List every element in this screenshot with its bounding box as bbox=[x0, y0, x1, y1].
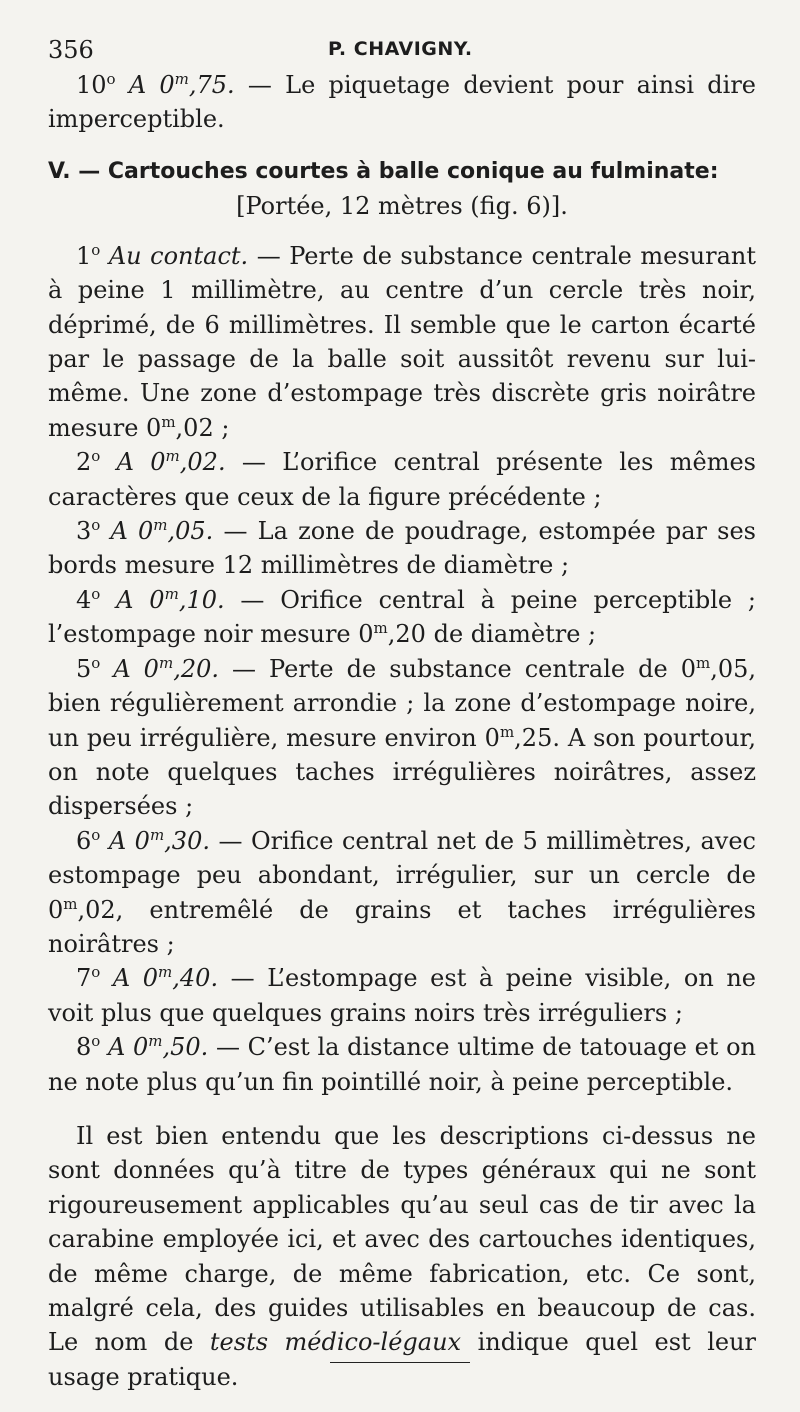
item-number: 6$^o$ bbox=[76, 825, 101, 855]
page-number: 356 bbox=[48, 36, 94, 64]
item-distance: A 0$^m$,10. bbox=[116, 584, 225, 614]
list-item bbox=[48, 824, 756, 962]
list-item bbox=[48, 239, 756, 445]
item-text: — Orifice central net de 5 millimètres, avec estompage peu abondant, irrégulier, sur un cercle de 0$^m$,02, entremêlé de grains et taches irrégulières noirâtres ; bbox=[48, 826, 756, 958]
list-item bbox=[48, 514, 756, 583]
item-text: — L’orifice central présente les mêmes caractères que ceux de la figure précédente ; bbox=[48, 448, 756, 511]
item-number: 10$^o$ bbox=[76, 70, 116, 99]
item-text: — Orifice central à peine perceptible ; l’estompage noir mesure 0$^m$,20 de diamètre ; bbox=[48, 585, 756, 649]
list-item bbox=[48, 1030, 756, 1099]
item-text: — La zone de poudrage, estompée par ses bords mesure 12 millimètres de diamètre ; bbox=[48, 517, 757, 580]
item-distance: A 0$^m$,02. bbox=[116, 447, 226, 477]
section-subheading: [Portée, 12 mètres (fig. 6)]. bbox=[236, 191, 568, 220]
item-number: 3$^o$ bbox=[76, 516, 101, 546]
item-number: 8$^o$ bbox=[76, 1032, 101, 1062]
item-distance: Au contact. bbox=[108, 241, 249, 270]
list-item bbox=[48, 961, 756, 1030]
item-distance: A 0$^m$,05. bbox=[110, 516, 214, 546]
item-number: 5$^o$ bbox=[76, 653, 101, 683]
list-item bbox=[48, 445, 756, 514]
item-text: — Perte de substance centrale mesurant à peine 1 millimètre, au centre d’un cercle très noir, déprimé, de 6 millimètres. Il semble que le carton écarté par le passage de la balle soit aussitôt revenu sur lui-même. Une zone d’estompage très discrète gris noirâtre mesure 0$^m$,02 ; bbox=[48, 241, 756, 442]
item-number: 2$^o$ bbox=[76, 447, 101, 477]
item-distance: A 0$^m$,50. bbox=[107, 1032, 209, 1062]
list-item bbox=[48, 652, 756, 824]
book-page bbox=[48, 28, 756, 1394]
item-text: — Le piquetage devient pour ainsi dire imperceptible. bbox=[48, 71, 757, 134]
emphasis-tests: tests médico-légaux bbox=[209, 1328, 462, 1357]
running-title: P. CHAVIGNY. bbox=[328, 38, 473, 60]
item-distance: A 0$^m$,40. bbox=[112, 963, 219, 993]
item-distance: A 0$^m$,75. bbox=[128, 70, 235, 99]
intro-item bbox=[48, 68, 756, 137]
item-text: — Perte de substance centrale de 0$^m$,05, bien régulièrement arrondie ; la zone d’estompage noire, un peu irrégulière, mesure environ 0$^m$,25. A son pourtour, on note quelques taches irrégulières noirâtres, assez dispersées ; bbox=[48, 653, 757, 821]
item-text: — L’estompage est à peine visible, on ne voit plus que quelques grains noirs très irréguliers ; bbox=[48, 964, 756, 1027]
page-header bbox=[48, 28, 756, 68]
section-heading: V. — Cartouches courtes à balle conique au fulminate: bbox=[48, 158, 719, 184]
list-item bbox=[48, 583, 756, 652]
item-number: 4$^o$ bbox=[76, 584, 101, 614]
item-distance: A 0$^m$,30. bbox=[108, 825, 210, 855]
item-number: 7$^o$ bbox=[76, 963, 101, 993]
end-rule bbox=[330, 1362, 470, 1363]
item-distance: A 0$^m$,20. bbox=[113, 653, 219, 683]
item-number: 1$^o$ bbox=[76, 240, 101, 270]
item-text: — C’est la distance ultime de tatouage et on ne note plus qu’un fin pointillé noir, à peine perceptible. bbox=[48, 1033, 756, 1096]
closing-paragraph: Il est bien entendu que les descriptions ci-dessus ne sont données qu’à titre de types généraux qui ne sont rigoureusement applicables qu’au seul cas de tir avec la carabine employée ici, et avec des cartouches identiques, de même charge, de même fabrication, etc. Ce sont, malgré cela, des guides utilisables en beaucoup de cas. Le nom de tests médico-légaux indique quel est leur usage pratique. bbox=[48, 1121, 756, 1391]
